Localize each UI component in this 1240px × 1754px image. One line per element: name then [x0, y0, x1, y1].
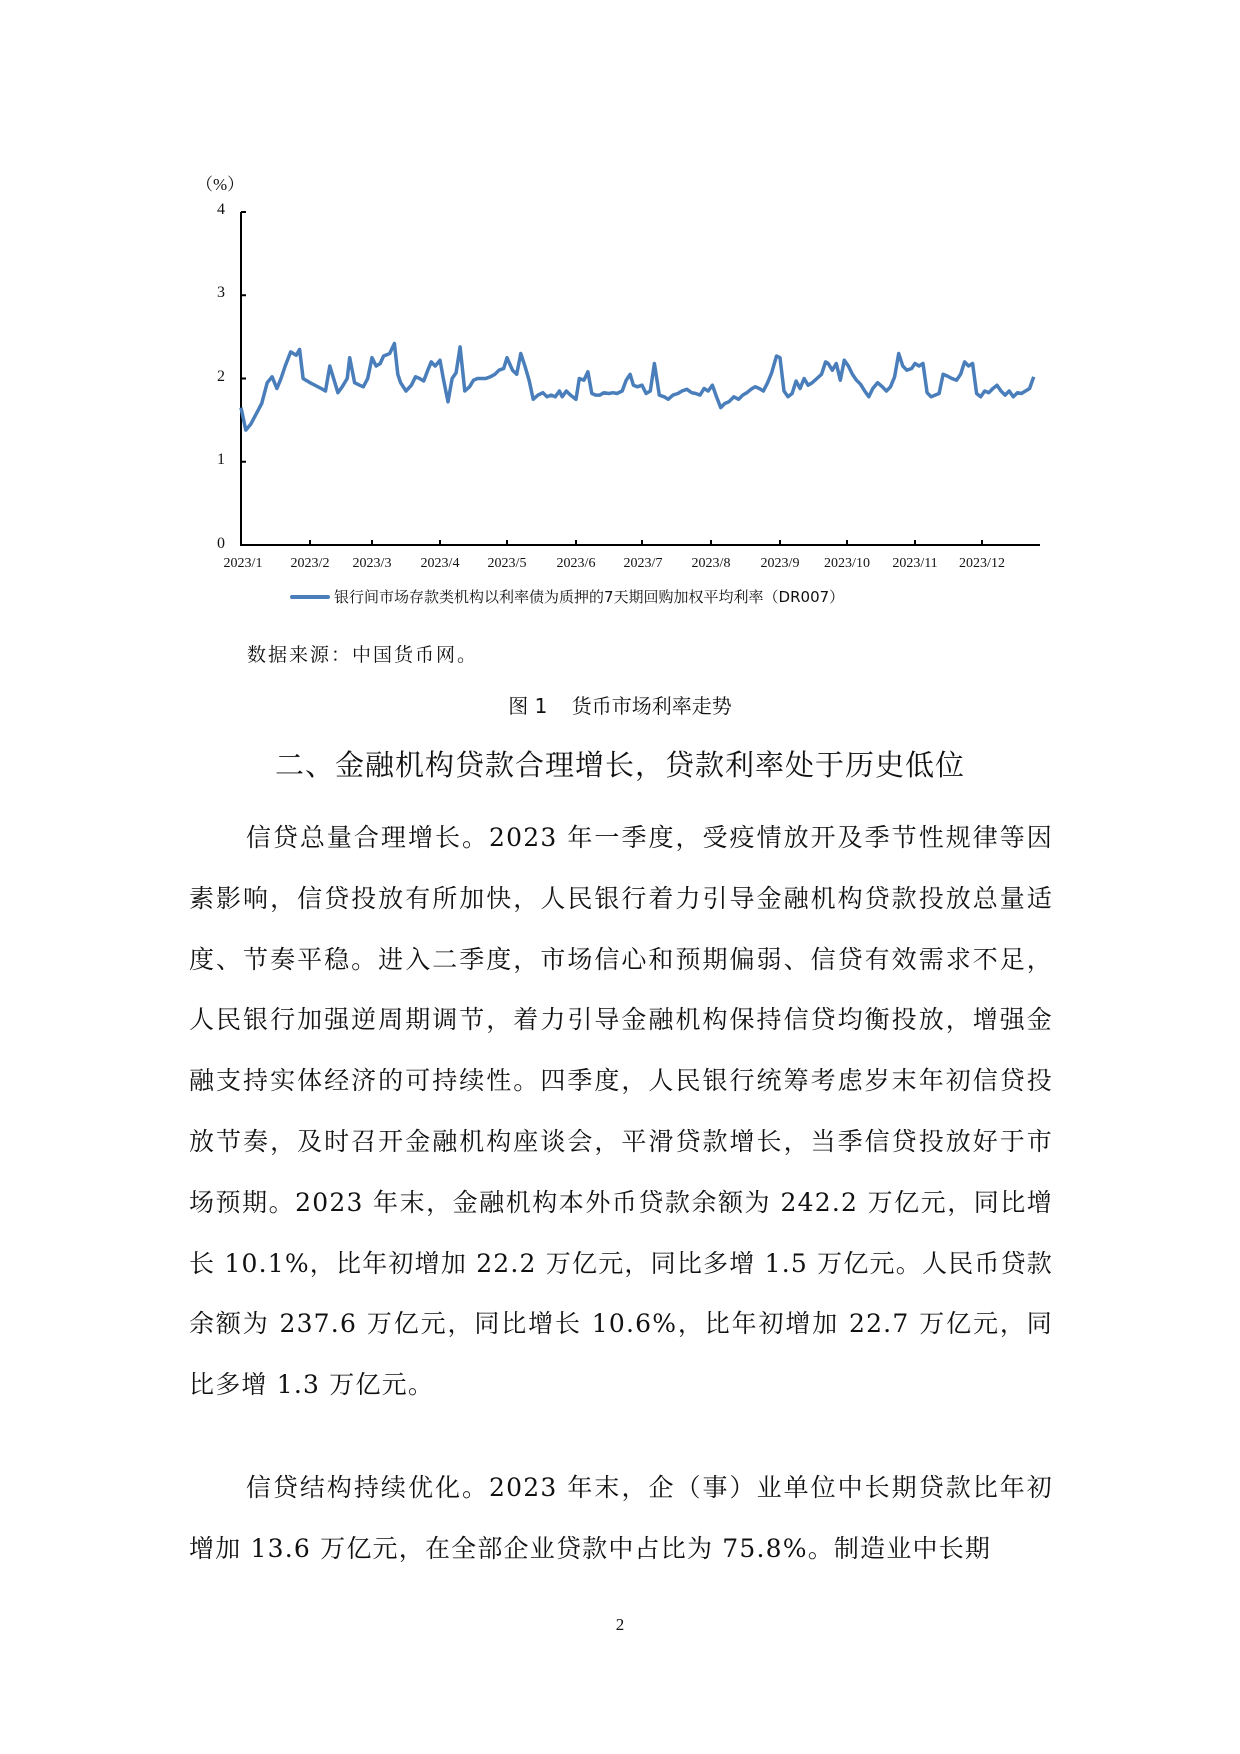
body-paragraph	[189, 808, 1053, 1416]
x-tick-label: 2023/10	[824, 556, 870, 571]
x-tick-label: 2023/1	[223, 556, 263, 571]
x-tick-label: 2023/5	[487, 556, 527, 571]
y-tick-label: 3	[217, 284, 225, 301]
paragraph-text: 信贷总量合理增长。2023 年一季度，受疫情放开及季节性规律等因素影响，信贷投放有所加快，人民银行着力引导金融机构贷款投放总量适度、节奏平稳。进入二季度，市场信心和预期偏弱、信贷有效需求不足，人民银行加强逆周期调节，着力引导金融机构保持信贷均衡投放，增强金融支持实体经济的可持续性。四季度，人民银行统筹考虑岁末年初信贷投放节奏，及时召开金融机构座谈会，平滑贷款增长，当季信贷投放好于市场预期。2023 年末，金融机构本外币贷款余额为 242.2 万亿元，同比增长 10.1%，比年初增加 22.2 万亿元，同比多增 1.5 万亿元。人民币贷款余额为 237.6 万亿元，同比增长 10.6%，比年初增加 22.7 万亿元，同比多增 1.3 万亿元。	[189, 823, 1053, 1400]
dr007-series-line	[241, 344, 1034, 431]
x-tick-label: 2023/12	[959, 556, 1005, 571]
y-axis-unit-label: （%）	[196, 175, 245, 194]
x-tick-label: 2023/8	[691, 556, 731, 571]
figure-caption	[0, 690, 1240, 719]
x-tick-label: 2023/6	[556, 556, 596, 571]
x-tick-label: 2023/7	[623, 556, 663, 571]
x-tick-label: 2023/4	[420, 556, 460, 571]
line-chart	[0, 0, 1240, 620]
y-tick-label: 2	[217, 368, 225, 385]
chart-legend	[290, 586, 844, 607]
page-number: 2	[615, 1615, 625, 1634]
figure-chart	[0, 0, 1240, 620]
figure-title: 货币市场利率走势	[571, 694, 732, 718]
x-tick-label: 2023/2	[290, 556, 330, 571]
legend-line-swatch-icon	[290, 595, 330, 599]
section-heading: 二、金融机构贷款合理增长，贷款利率处于历史低位	[274, 748, 965, 782]
data-source-note: 数据来源：中国货币网。	[247, 644, 479, 666]
x-tick-label: 2023/11	[892, 556, 938, 571]
x-tick-label: 2023/9	[760, 556, 800, 571]
y-tick-label: 4	[217, 201, 225, 218]
body-paragraph	[189, 1458, 1053, 1580]
legend-label: 银行间市场存款类机构以利率债为质押的7天期回购加权平均利率（DR007）	[334, 588, 845, 606]
paragraph-text: 信贷结构持续优化。2023 年末，企（事）业单位中长期贷款比年初增加 13.6 万亿元，在全部企业贷款中占比为 75.8%。制造业中长期	[189, 1473, 1053, 1563]
y-tick-label: 1	[217, 451, 225, 468]
y-tick-label: 0	[217, 535, 225, 552]
figure-number: 图 1	[508, 694, 548, 718]
x-tick-label: 2023/3	[352, 556, 392, 571]
